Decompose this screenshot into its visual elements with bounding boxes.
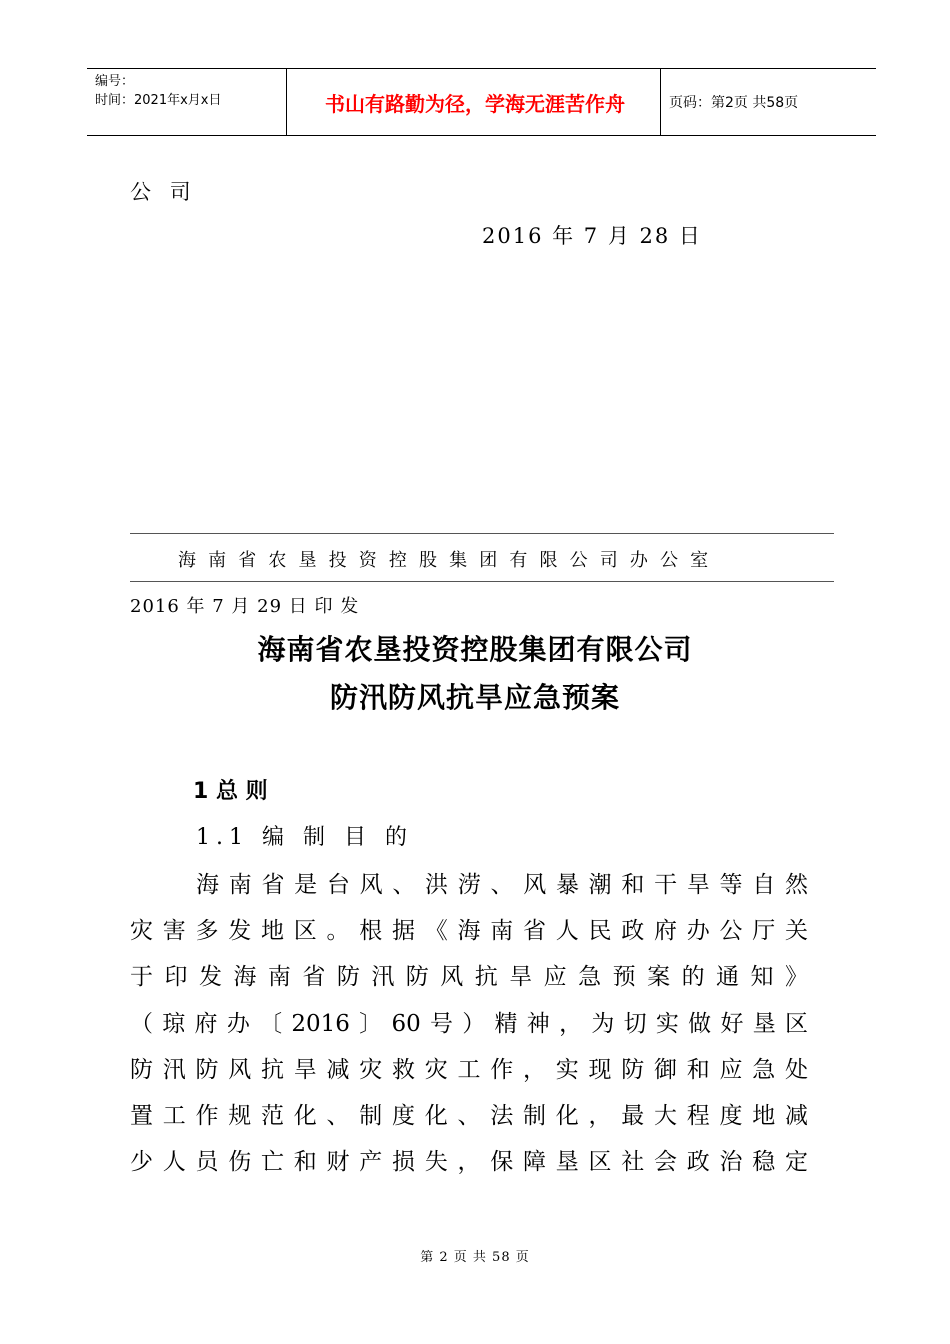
body-line: （琼府办〔2016〕60号）精神，为切实做好垦区: [130, 1011, 808, 1037]
signing-date: 2016 年 7 月 28 日: [482, 224, 702, 248]
document-title-line2: 防汛防风抗旱应急预案: [329, 681, 620, 714]
document-time-label: 时间：2021年x月x日: [95, 93, 222, 108]
body-line: 置工作规范化、制度化、法制化，最大程度地减: [130, 1103, 808, 1129]
body-line: 海南省是台风、洪涝、风暴潮和干旱等自然: [196, 872, 808, 898]
document-title-line1: 海南省农垦投资控股集团有限公司: [257, 633, 693, 666]
header-motto: 书山有路勤为径，学海无涯苦作舟: [325, 91, 625, 116]
divider-line: [130, 533, 834, 534]
body-line: 灾害多发地区。根据《海南省人民政府办公厅关: [130, 918, 808, 944]
body-line: 防汛防风抗旱减灾救灾工作，实现防御和应急处: [130, 1057, 808, 1083]
print-date: 2016 年 7 月 29 日 印 发: [130, 596, 360, 617]
divider-line: [130, 581, 834, 582]
company-tail-text: 公 司: [130, 180, 197, 204]
body-line: 少人员伤亡和财产损失，保障垦区社会政治稳定: [130, 1149, 808, 1175]
page-header: [87, 68, 876, 136]
issuing-office: 海 南 省 农 垦 投 资 控 股 集 团 有 限 公 司 办 公 室: [178, 550, 712, 571]
body-line: 于印发海南省防汛防风抗旱应急预案的通知》: [130, 964, 808, 990]
document-number-label: 编号：: [95, 74, 135, 89]
section-heading: 1 总 则: [193, 779, 268, 804]
page-footer: 第 2 页 共 58 页: [420, 1250, 530, 1265]
header-divider: [660, 69, 661, 135]
header-page-info: 页码：第2页 共58页: [669, 95, 799, 111]
header-divider: [286, 69, 287, 135]
header-meta: [95, 72, 221, 110]
subsection-heading: 1.1 编 制 目 的: [196, 825, 413, 850]
